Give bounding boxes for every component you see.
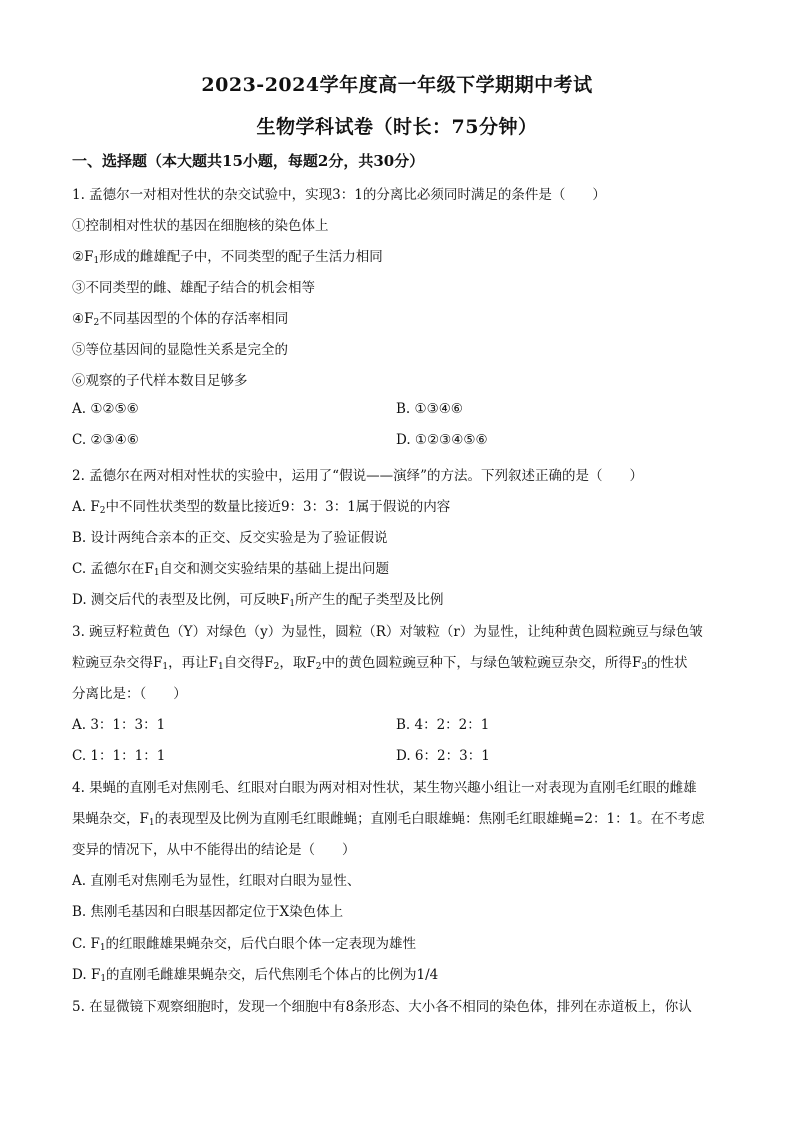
q1-condition: ①控制相对性状的基因在细胞核的染色体上 [72, 218, 329, 234]
q2-stem: 2. 孟德尔在两对相对性状的实验中，运用了“假说——演绎”的方法。下列叙述正确的是（ ） [72, 468, 643, 484]
q4-stem-line: 果蝇杂交，$F_1$的表现型及比例为直刚毛红眼雌蝇；直刚毛白眼雄蝇：焦刚毛红眼雄蝇=2：1：1。在不考虑 [72, 811, 705, 828]
q1-condition: ⑤等位基因间的显隐性关系是完全的 [72, 342, 288, 358]
q4-option-a: A. 直刚毛对焦刚毛为显性，红眼对白眼为显性、 [72, 873, 361, 889]
section-heading: 一、选择题（本大题共15小题，每题2分，共30分） [72, 152, 425, 170]
q3-stem-line: 分离比是：（ ） [72, 686, 187, 702]
q1-option-a: A. ①②⑤⑥ [72, 401, 139, 417]
q1-option-d: D. ①②③④⑤⑥ [396, 432, 488, 448]
q2-option-a: A. $F_2$中不同性状类型的数量比接近9：3：3：1属于假说的内容 [72, 499, 451, 516]
q2-option-b: B. 设计两纯合亲本的正交、反交实验是为了验证假说 [72, 530, 388, 546]
q3-option-d: D. 6：2：3：1 [396, 748, 490, 764]
q4-option-c: C. $F_1$的红眼雌雄果蝇杂交，后代白眼个体一定表现为雄性 [72, 936, 417, 953]
q1-condition: ⑥观察的子代样本数目足够多 [72, 373, 248, 389]
q1-condition: $②F_1$形成的雌雄配子中，不同类型的配子生活力相同 [72, 249, 383, 266]
q1-option-b: B. ①③④⑥ [396, 401, 463, 417]
q3-option-b: B. 4：2：2：1 [396, 717, 490, 733]
q3-stem-line: 3. 豌豆籽粒黄色（Y）对绿色（y）为显性，圆粒（R）对皱粒（r）为显性，让纯种黄色圆粒豌豆与绿色皱 [72, 624, 703, 640]
q3-option-c: C. 1：1：1：1 [72, 748, 166, 764]
q4-stem-line: 4. 果蝇的直刚毛对焦刚毛、红眼对白眼为两对相对性状，某生物兴趣小组让一对表现为直刚毛红眼的雌雄 [72, 780, 697, 796]
q5-stem-line: 5. 在显微镜下观察细胞时，发现一个细胞中有8条形态、大小各不相同的染色体，排列在赤道板上，你认 [72, 999, 692, 1015]
q1-option-c: C. ②③④⑥ [72, 432, 139, 448]
q1-condition: $④F_2$不同基因型的个体的存活率相同 [72, 311, 289, 328]
q1-stem: 1. 孟德尔一对相对性状的杂交试验中，实现3：1的分离比必须同时满足的条件是（ ） [72, 187, 606, 203]
q4-stem-line: 变异的情况下，从中不能得出的结论是（ ） [72, 842, 356, 858]
q2-option-c: C. 孟德尔在$F_1$自交和测交实验结果的基础上提出问题 [72, 561, 390, 578]
q3-stem-line: 粒豌豆杂交得$F_1$，再让$F_1$自交得$F_2$，取$F_2$中的黄色圆粒豌豆种下，与绿色皱粒豌豆杂交，所得$F_3$的性状 [72, 655, 688, 672]
exam-title: 2023-2024学年度高一年级下学期期中考试 [201, 74, 593, 96]
q1-condition: ③不同类型的雌、雄配子结合的机会相等 [72, 280, 315, 296]
q4-option-d: D. $F_1$的直刚毛雌雄果蝇杂交，后代焦刚毛个体占的比例为1/4 [72, 967, 439, 984]
q2-option-d: D. 测交后代的表型及比例，可反映$F_1$所产生的配子类型及比例 [72, 592, 444, 609]
exam-subtitle: 生物学科试卷（时长：75分钟） [256, 116, 538, 138]
q4-option-b: B. 焦刚毛基因和白眼基因都定位于X染色体上 [72, 904, 344, 920]
q3-option-a: A. 3：1：3：1 [72, 717, 166, 733]
